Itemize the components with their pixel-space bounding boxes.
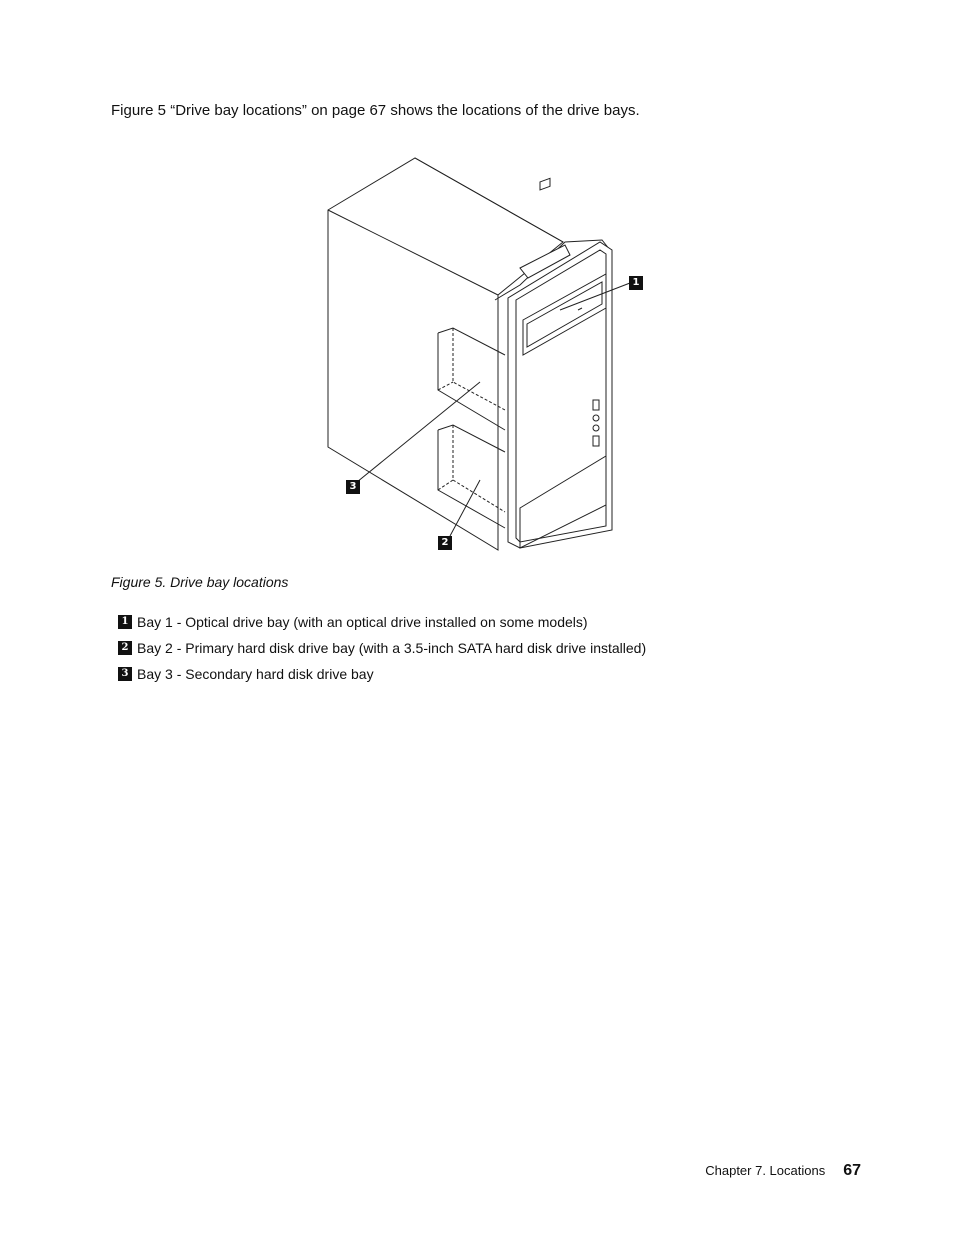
legend-text: Bay 3 - Secondary hard disk drive bay	[137, 666, 374, 682]
legend-text: Bay 1 - Optical drive bay (with an optical drive installed on some models)	[137, 614, 588, 630]
page-footer	[705, 1162, 861, 1180]
legend-item	[118, 635, 646, 661]
callout-legend	[118, 609, 646, 687]
computer-tower-illustration	[320, 150, 660, 560]
legend-number: 1	[118, 615, 132, 629]
drive-bay-figure	[320, 150, 660, 560]
chapter-label: Chapter 7. Locations	[705, 1163, 826, 1178]
callout-1: 1	[629, 276, 643, 290]
legend-item	[118, 609, 646, 635]
legend-number: 3	[118, 667, 132, 681]
legend-item	[118, 661, 646, 687]
callout-2: 2	[438, 536, 452, 550]
legend-text: Bay 2 - Primary hard disk drive bay (with a 3.5-inch SATA hard disk drive installed)	[137, 640, 647, 656]
figure-caption: Figure 5. Drive bay locations	[111, 574, 289, 590]
intro-paragraph: Figure 5 “Drive bay locations” on page 67 shows the locations of the drive bays.	[111, 102, 640, 119]
callout-3: 3	[346, 480, 360, 494]
page-number: 67	[843, 1162, 861, 1179]
legend-number: 2	[118, 641, 132, 655]
